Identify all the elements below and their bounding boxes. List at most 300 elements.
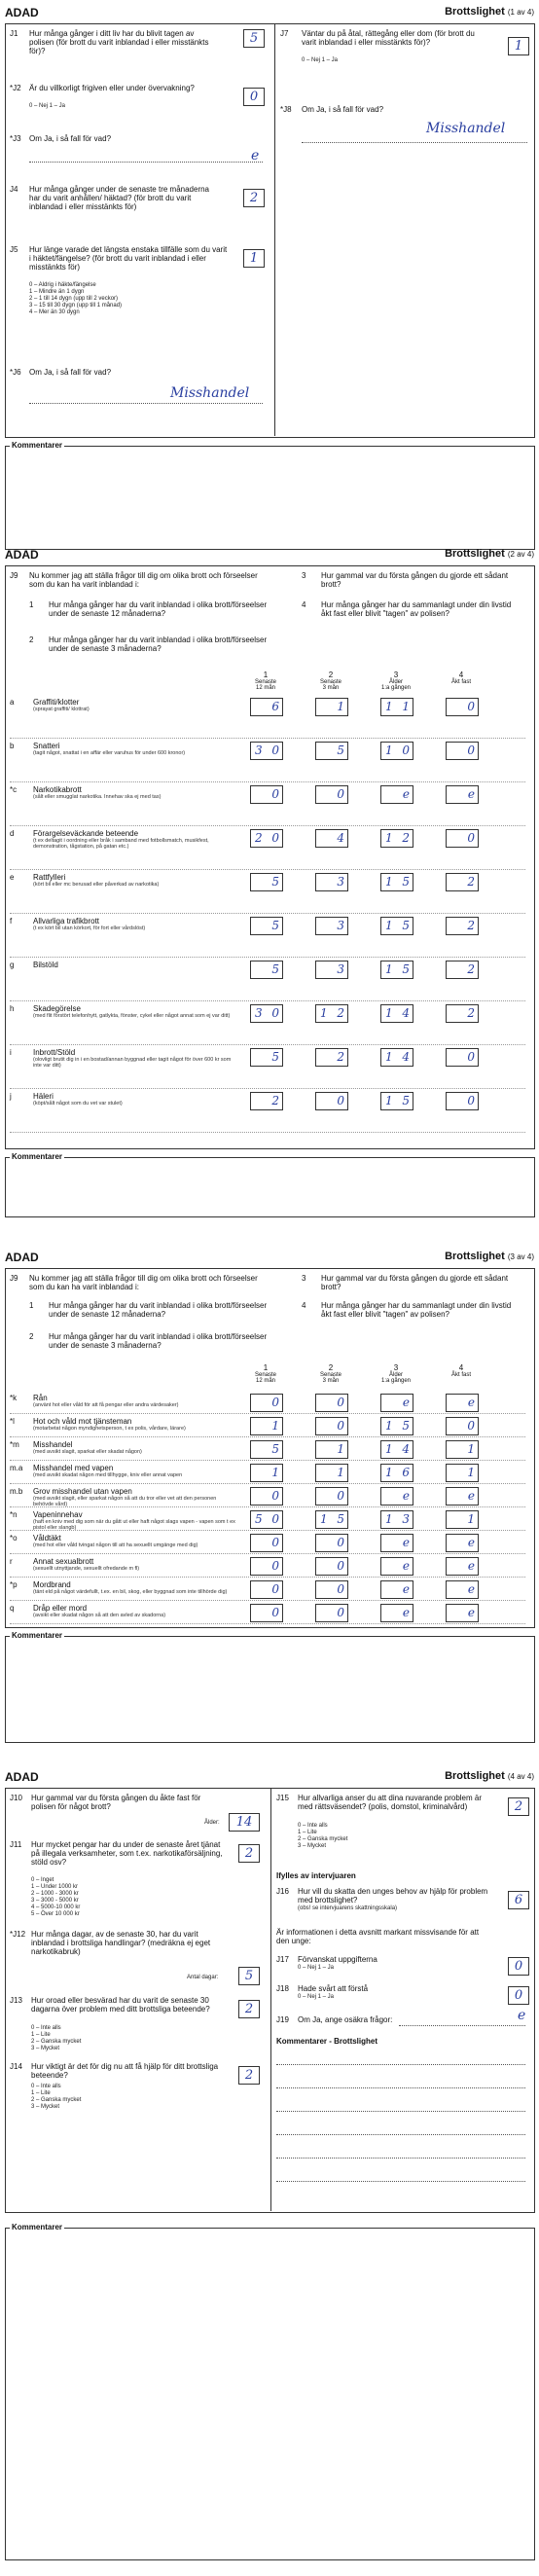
row-label [33,961,237,969]
digit-ones: e [467,1396,475,1409]
answer-cell[interactable] [315,1464,348,1482]
row-divider [10,1436,525,1437]
sub-question-number: 4 [302,1301,306,1310]
crime-description: (olovligt brutit dig in i en bostad/annan byggnad eller tagit något för över 600 kr som inte var ditt) [33,1057,232,1069]
form-title: ADAD [5,1770,39,1784]
digit-ones: e [467,1536,475,1549]
question-text: Hade svårt att förstå [298,1984,369,1993]
answer-cell[interactable] [250,1604,283,1622]
digit-ones: 0 [271,831,279,845]
comments-box[interactable] [5,1636,535,1743]
crime-name: Grov misshandel utan vapen [33,1487,132,1496]
question-text: Hur allvarliga anser du att dina nuvarande problem är med rättsväsendet? (polis, domstol, kriminalvård) [298,1794,482,1811]
digit-ones: 5 [402,919,410,932]
sub-question-number: 3 [302,571,306,580]
answer-box[interactable]: 0 [508,1957,529,1976]
handwritten-answer: Misshandel [170,385,250,401]
question-id: J4 [10,185,18,194]
answer-cell[interactable] [380,1534,413,1552]
row-divider [10,1577,525,1578]
answer-cell[interactable] [446,785,479,804]
digit-ones: 0 [271,787,279,801]
answer-cell[interactable] [446,698,479,716]
comments-box[interactable] [5,1157,535,1217]
answer-option: 1 – Lite [298,1830,317,1835]
crime-description: (sprayat graffiti/ klottrat) [33,707,90,712]
answer-cell[interactable] [250,1464,283,1482]
row-id: q [10,1604,15,1613]
row-label [33,1440,237,1455]
crime-name: Annat sexualbrott [33,1557,94,1566]
answer-cell[interactable] [315,785,348,804]
answer-box[interactable]: 1 [508,37,529,55]
answer-cell[interactable] [380,1394,413,1412]
row-label [33,917,237,931]
digit-tens: 1 [385,1094,393,1107]
question-intro: Nu kommer jag att ställa frågor till dig om olika brott och förseelser som du kan ha varit inblandad i: [29,571,258,589]
digit-ones: 0 [467,1050,475,1064]
digit-ones: 0 [271,1512,279,1526]
digit-ones: 0 [271,1582,279,1596]
question-text: Hur vill du skatta den unges behov av hjälp för problem med brottslighet? [298,1887,488,1905]
answer-cell[interactable] [250,1440,283,1459]
digit-tens: 1 [320,1512,328,1526]
question-text: Om Ja, i så fall för vad? [29,368,112,377]
digit-ones: 0 [337,1536,344,1549]
digit-ones: 5 [271,1442,279,1456]
answer-cell[interactable] [446,1487,479,1506]
answer-cell[interactable] [380,1417,413,1435]
row-divider [10,869,525,870]
digit-ones: 0 [467,1094,475,1107]
answer-option: 3 – Mycket [298,1843,327,1849]
row-label [33,873,237,888]
row-label [33,1048,237,1069]
sub-question: Hur många gånger har du varit inblandad i olika brott/förseelser under de senaste 12 månaderna? [49,600,268,618]
answer-box[interactable]: 14 [229,1813,260,1832]
answer-cell[interactable] [250,1048,283,1067]
question-id: J5 [10,245,18,254]
answer-cell[interactable] [250,873,283,891]
answer-box[interactable]: 5 [238,1967,260,1985]
answer-box[interactable]: 2 [243,189,265,207]
crime-description: (avsikt eller skadat någon så att den avled av skadorna) [33,1613,166,1618]
digit-ones: 3 [337,962,344,976]
sub-question: Hur många gånger har du sammanlagt under din livstid åkt fast eller blivit "tagen" av polisen? [321,1301,512,1319]
answer-option: 2 – 1 till 14 dygn (upp till 2 veckor) [29,296,119,302]
answer-cell[interactable] [315,1048,348,1067]
row-label [33,1394,237,1408]
row-divider [10,1088,525,1089]
question-id: J18 [276,1984,289,1993]
answer-cell[interactable] [446,1604,479,1622]
answer-option: 2 – 1000 - 3000 kr [31,1891,79,1897]
answer-options: 0 – Nej 1 – Ja [29,103,66,109]
digit-tens: 1 [385,831,393,845]
answer-cell[interactable] [250,1580,283,1599]
sub-question: Hur många gånger har du varit inblandad i olika brott/förseelser under de senaste 3 månaderna? [49,635,268,653]
crime-description: (tagit något, snattat i en affär eller varuhus för under 600 kronor) [33,750,186,756]
digit-ones: 2 [337,1006,344,1020]
crime-name: Graffiti/klotter [33,698,80,707]
answer-cell[interactable] [250,917,283,935]
row-label [33,829,237,850]
crime-name: Narkotikabrott [33,785,82,794]
question-text: Hur länge varade det längsta enstaka tillfälle som du varit i häktet/fängelse? (för brott du varit inblandad i eller misstänkts för) [29,245,228,272]
comments-box[interactable] [5,2228,535,2560]
digit-ones: e [402,1606,410,1619]
answer-cell[interactable] [250,1534,283,1552]
digit-ones: 0 [271,1396,279,1409]
answer-cell[interactable] [446,1394,479,1412]
digit-tens: 1 [385,962,393,976]
digit-tens: 1 [385,1006,393,1020]
answer-cell[interactable] [380,1048,413,1067]
answer-option: 5 – Över 10 000 kr [31,1911,80,1917]
row-label [33,1464,237,1478]
answer-cell[interactable] [380,1557,413,1576]
question-text: Hur viktigt är det för dig nu att få hjälp för ditt brottsliga beteende? [31,2062,219,2080]
answer-cell[interactable] [250,1092,283,1110]
row-id: *l [10,1417,15,1426]
digit-ones: 0 [271,1489,279,1503]
sub-question-number: 3 [302,1274,306,1283]
answer-cell[interactable] [315,917,348,935]
answer-options: 0 – Nej 1 – Ja [298,1965,335,1971]
digit-ones: 0 [467,1419,475,1433]
digit-ones: 2 [271,1094,279,1107]
question-text: Om Ja, i så fall för vad? [302,105,384,114]
answer-cell[interactable] [380,1604,413,1622]
digit-ones: e [467,1489,475,1503]
answer-cell[interactable] [315,1092,348,1110]
digit-ones: 0 [337,1419,344,1433]
digit-ones: e [402,1559,410,1573]
digit-ones: e [467,1582,475,1596]
answer-cell[interactable] [446,873,479,891]
answer-cell[interactable] [315,742,348,760]
row-divider [10,957,525,958]
crime-description: (sålt eller smugglat narkotika. Innehav ska ej med tas) [33,794,162,800]
digit-ones: 0 [337,1559,344,1573]
row-id: f [10,917,13,925]
row-label [33,1557,237,1572]
answer-box[interactable]: 1 [243,249,265,268]
question-text: Förvanskat uppgifterna [298,1955,377,1964]
section-title: Brottslighet (3 av 4) [445,1251,534,1262]
question-text: Väntar du på åtal, rättegång eller dom (för brott du varit inblandad i eller misstänkts för)? [302,29,475,47]
question-id: J16 [276,1887,289,1896]
answer-option: 4 – 5000-10 000 kr [31,1905,81,1910]
digit-ones: e [402,1396,410,1409]
answer-options: 0 – Nej 1 – Ja [302,57,339,63]
answer-box[interactable]: 2 [238,2000,260,2018]
answer-cell[interactable] [446,917,479,935]
answer-cell[interactable] [250,1417,283,1435]
digit-ones: 5 [402,962,410,976]
digit-ones: 2 [467,919,475,932]
answer-box[interactable]: 2 [238,2066,260,2085]
row-label [33,1004,237,1019]
answer-box[interactable]: 2 [508,1797,529,1816]
digit-ones: 1 [271,1466,279,1479]
digit-tens: 1 [385,1466,393,1479]
row-id: r [10,1557,13,1566]
answer-cell[interactable] [380,785,413,804]
answer-cell[interactable] [380,961,413,979]
answer-cell[interactable] [315,1394,348,1412]
crime-name: Rån [33,1394,48,1402]
answer-cell[interactable] [250,1557,283,1576]
sub-question-number: 2 [29,635,34,644]
answer-option: 0 – Aldrig i häkte/fängelse [29,282,96,288]
crime-name: Misshandel [33,1440,73,1449]
digit-tens: 1 [385,1442,393,1456]
comments-label: Kommentarer [12,1631,63,1640]
question-id: J9 [10,571,18,580]
answer-cell[interactable] [250,698,283,716]
answer-cell[interactable] [446,742,479,760]
question-id: *J8 [280,105,292,114]
crime-description: (med hot eller våld tvingat någon till att ha sexuellt umgänge med dig) [33,1542,198,1548]
question-id: *J12 [10,1930,26,1939]
row-id: b [10,742,15,750]
answer-cell[interactable] [446,1440,479,1459]
answer-cell[interactable] [380,698,413,716]
page-1 [0,0,539,564]
row-divider [10,825,525,826]
answer-cell[interactable] [380,742,413,760]
digit-ones: e [402,787,410,801]
digit-ones: 5 [271,919,279,932]
digit-ones: e [467,1559,475,1573]
answer-cell[interactable] [315,1534,348,1552]
question-intro: Nu kommer jag att ställa frågor till dig om olika brott och förseelser som du kan ha varit inblandad i: [29,1274,258,1291]
answer-cell[interactable] [380,829,413,848]
answer-option: 1 – Lite [31,2090,51,2096]
crime-name: Våldtäkt [33,1534,61,1542]
answer-cell[interactable] [315,1417,348,1435]
answer-options: 0 – Nej 1 – Ja [298,1994,335,2000]
digit-ones: 5 [271,962,279,976]
row-divider [10,1044,525,1045]
question-text: Om Ja, ange osäkra frågor: [298,2015,393,2024]
answer-unit: Antal dagar: [187,1975,219,1980]
answer-cell[interactable] [315,873,348,891]
row-id: *m [10,1440,19,1449]
digit-ones: 6 [271,700,279,713]
digit-ones: 5 [337,1512,344,1526]
answer-cell[interactable] [446,1464,479,1482]
row-divider [10,1530,525,1531]
answer-cell[interactable] [446,829,479,848]
digit-ones: 1 [337,1442,344,1456]
digit-ones: 2 [337,1050,344,1064]
answer-cell[interactable] [315,1557,348,1576]
answer-cell[interactable] [380,1580,413,1599]
digit-ones: 3 [337,919,344,932]
answer-cell[interactable] [250,1487,283,1506]
answer-cell[interactable] [380,873,413,891]
row-id: m.a [10,1464,23,1472]
row-divider [10,1000,525,1001]
crime-description: (med avsikt slagit, sparkat eller skadat någon) [33,1449,142,1455]
answer-cell[interactable] [250,1510,283,1529]
interviewer-heading: Ifylles av intervjuaren [276,1871,356,1880]
digit-tens: 5 [255,1512,263,1526]
crime-name: Vapeninnehav [33,1510,83,1519]
digit-tens: 1 [385,700,393,713]
form-title: ADAD [5,1251,39,1264]
row-divider [10,913,525,914]
comments-label: Kommentarer [12,441,63,450]
answer-box[interactable]: 0 [243,88,265,106]
answer-cell[interactable] [380,1440,413,1459]
answer-cell[interactable] [380,1464,413,1482]
answer-cell[interactable] [446,1004,479,1023]
crime-name: Skadegörelse [33,1004,81,1013]
answer-cell[interactable] [380,1510,413,1529]
digit-ones: 0 [337,1094,344,1107]
row-label [33,698,237,712]
comments-box[interactable] [5,446,535,550]
answer-box[interactable]: 5 [243,29,265,48]
handwritten-answer: e [251,148,260,163]
answer-cell[interactable] [250,1004,283,1023]
column-header: 1 Senaste 12 mån [254,1363,277,1384]
answer-cell[interactable] [315,1440,348,1459]
crime-name: Mordbrand [33,1580,71,1589]
row-label [33,1580,237,1595]
crime-name: Hot och våld mot tjänsteman [33,1417,132,1426]
answer-option: 3 – 15 till 30 dygn (upp till 1 månad) [29,303,123,308]
answer-cell[interactable] [446,1092,479,1110]
answer-cell[interactable] [380,1004,413,1023]
row-divider [10,1506,525,1507]
row-divider [10,781,525,782]
answer-cell[interactable] [446,1510,479,1529]
crime-description: (kört bil eller mc berusad eller påverkad av narkotika) [33,882,160,888]
row-id: h [10,1004,15,1013]
question-id: J9 [10,1274,18,1283]
answer-cell[interactable] [315,1004,348,1023]
row-id: d [10,829,15,838]
row-id: *o [10,1534,18,1542]
page-header [5,1770,534,1786]
question-text: Hur många dagar, av de senaste 30, har du varit inblandad i brottsliga handlingar? (medräkna ej eget narkotikabruk) [31,1930,211,1956]
answer-cell[interactable] [380,1487,413,1506]
digit-ones: 1 [337,700,344,713]
digit-tens: 1 [385,1050,393,1064]
answer-cell[interactable] [250,829,283,848]
digit-ones: e [402,1582,410,1596]
answer-box[interactable]: 0 [508,1986,529,2005]
answer-cell[interactable] [250,961,283,979]
crime-description: (använt hot eller våld för att få pengar eller andra värdesaker) [33,1402,179,1408]
answer-option: 0 – Inte alls [31,2084,61,2089]
crime-description: (haft en kniv med dig som när du gått ut eller haft något slags vapen - vapen som t ex pistol eller slangb) [33,1519,235,1531]
answer-cell[interactable] [446,1048,479,1067]
page-2 [0,540,539,1221]
answer-box[interactable]: 6 [508,1891,529,1909]
answer-option: 3 – 3000 - 5000 kr [31,1898,79,1904]
answer-cell[interactable] [380,917,413,935]
answer-cell[interactable] [446,1534,479,1552]
row-label [33,1534,237,1548]
row-label [33,1604,237,1618]
answer-cell[interactable] [315,829,348,848]
digit-tens: 1 [385,1419,393,1433]
row-id: a [10,698,15,707]
row-label [33,1092,237,1107]
digit-tens: 1 [320,1006,328,1020]
answer-cell[interactable] [315,698,348,716]
answer-cell[interactable] [315,1580,348,1599]
digit-ones: 0 [467,744,475,757]
sub-question-number: 2 [29,1332,34,1341]
question-text: Hur gammal var du första gången du åkte fast för polisen för något brott? [31,1794,201,1811]
answer-box[interactable]: 2 [238,1844,260,1863]
digit-tens: 1 [385,875,393,889]
answer-cell[interactable] [446,961,479,979]
digit-tens: 2 [255,831,263,845]
answer-cell[interactable] [446,1557,479,1576]
answer-cell[interactable] [315,1487,348,1506]
answer-cell[interactable] [446,1580,479,1599]
row-id: *c [10,785,18,794]
question-id: J14 [10,2062,22,2071]
crime-description: (t ex kört bil utan körkort, för fort eller vårdslöst) [33,925,146,931]
answer-cell[interactable] [250,742,283,760]
question-text: Hur mycket pengar har du under de senaste året tjänat på illegala verksamheter, som t.ex. narkotikaförsäljning, stöld osv? [31,1840,223,1867]
digit-ones: 0 [271,1559,279,1573]
question-id: J10 [10,1794,22,1802]
answer-option: 4 – Mer än 30 dygn [29,309,80,315]
question-id: J19 [276,2015,289,2024]
crime-description: (med flit förstört telefonhytt, gatlykta, fönster, cykel eller något annat som ej var ditt) [33,1013,231,1019]
answer-cell[interactable] [250,785,283,804]
question-id: J17 [276,1955,289,1964]
answer-cell[interactable] [250,1394,283,1412]
digit-ones: 0 [271,1536,279,1549]
answer-cell[interactable] [315,1510,348,1529]
digit-ones: 0 [271,1006,279,1020]
section-title: Brottslighet (1 av 4) [445,6,534,18]
answer-option: 1 – Mindre än 1 dygn [29,289,85,295]
crime-name: Rattfylleri [33,873,66,882]
answer-cell[interactable] [315,1604,348,1622]
crime-name: Inbrott/Stöld [33,1048,76,1057]
digit-ones: 5 [402,1094,410,1107]
digit-ones: 1 [467,1442,475,1456]
crime-description: (sexuellt utnyttjande, sexuellt ofredande m fl) [33,1566,140,1572]
digit-ones: 0 [402,744,410,757]
digit-tens: 3 [255,1006,263,1020]
answer-cell[interactable] [446,1417,479,1435]
digit-ones: 5 [271,875,279,889]
digit-ones: 0 [337,1582,344,1596]
column-header: 2 Senaste 3 mån [319,671,342,691]
answer-option: 2 – Ganska mycket [298,1836,348,1842]
answer-cell[interactable] [380,1092,413,1110]
question-note: (obs! se intervjuarens skattningsskala) [298,1905,398,1911]
row-id: e [10,873,15,882]
answer-option: 0 – Inte alls [298,1823,328,1829]
crime-name: Snatteri [33,742,60,750]
crime-description: (köpt/sålt något som du vet var stulet) [33,1101,123,1107]
answer-cell[interactable] [315,961,348,979]
row-label [33,785,237,800]
